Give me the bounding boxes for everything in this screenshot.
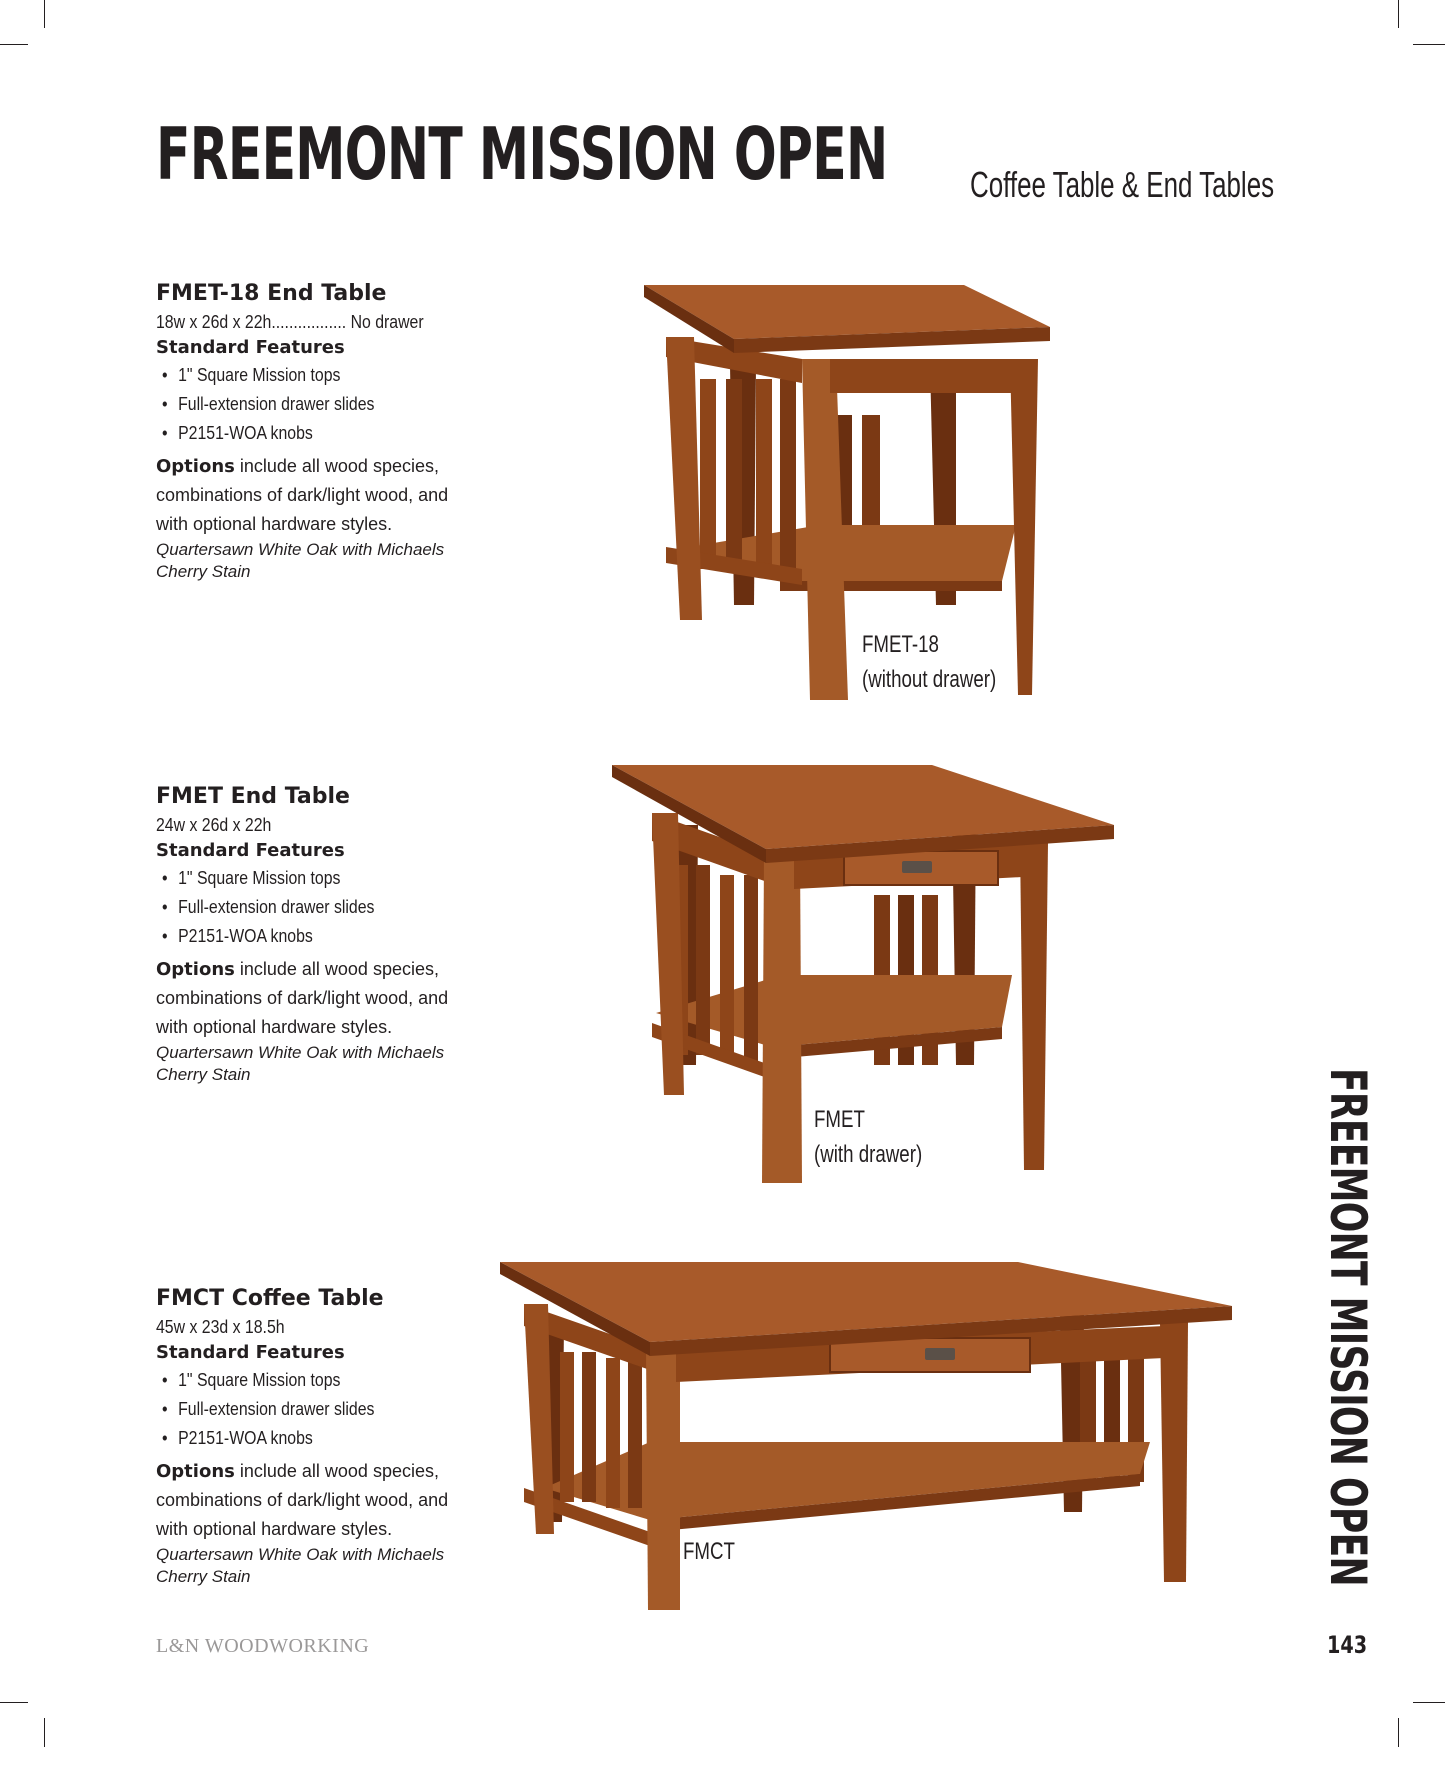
finish-note: Quartersawn White Oak with Michaels Cherry Stain [156,1043,445,1084]
crop-mark [1413,1702,1445,1703]
features-heading: Standard Features [156,337,345,358]
product-dimensions: 18w x 26d x 22h................. No drawer [156,312,424,332]
crop-mark [1398,0,1399,28]
footer-brand: L&N WOODWORKING [156,1635,370,1657]
feature-item: • P2151-WOA knobs [162,419,421,448]
photo-caption [814,1102,922,1172]
photo-caption [862,627,996,697]
feature-list [156,864,456,951]
caption-model: FMET-18 [862,631,939,658]
feature-item: • P2151-WOA knobs [162,922,421,951]
product-dimensions: 24w x 26d x 22h [156,815,272,835]
page-number: 143 [1327,1631,1368,1659]
caption-model: FMET [814,1106,865,1133]
feature-item: • Full-extension drawer slides [162,893,421,922]
options-text [156,452,456,539]
caption-variant: (without drawer) [862,666,997,693]
crop-mark [1413,44,1445,45]
crop-mark [0,1702,28,1703]
feature-item: • Full-extension drawer slides [162,1395,421,1424]
feature-list [156,361,456,448]
page-subtitle: Coffee Table & End Tables [970,164,1275,205]
crop-mark [0,44,28,45]
options-label: Options [156,959,235,980]
features-heading: Standard Features [156,1342,345,1363]
product-fmet [156,782,456,1086]
photo-caption [683,1534,735,1569]
fmet-18-end-table-photo [630,285,1090,715]
crop-mark [44,0,45,28]
product-name: FMET End Table [156,784,350,809]
product-fmct [156,1284,456,1588]
page-title: FREEMONT MISSION OPEN [156,112,888,196]
product-name: FMCT Coffee Table [156,1286,384,1311]
caption-model: FMCT [683,1538,735,1565]
options-body: include all wood species, combinations of dark/light wood, and with optional hardware styles. [156,1461,449,1539]
finish-note: Quartersawn White Oak with Michaels Cherry Stain [156,540,445,581]
options-text [156,1457,456,1544]
features-heading: Standard Features [156,840,345,861]
caption-variant: (with drawer) [814,1141,923,1168]
finish-note: Quartersawn White Oak with Michaels Cherry Stain [156,1545,445,1586]
feature-item: • P2151-WOA knobs [162,1424,421,1453]
side-title-text: FREEMONT MISSION OPEN [1319,1068,1377,1586]
feature-item: • 1" Square Mission tops [162,361,421,390]
feature-item: • 1" Square Mission tops [162,1366,421,1395]
side-title [1318,1068,1378,1608]
options-label: Options [156,1461,235,1482]
fmct-coffee-table-photo [500,1262,1235,1622]
options-body: include all wood species, combinations of dark/light wood, and with optional hardware styles. [156,456,449,534]
page-header [156,112,1275,205]
feature-item: • Full-extension drawer slides [162,390,421,419]
options-body: include all wood species, combinations of dark/light wood, and with optional hardware styles. [156,959,449,1037]
feature-item: • 1" Square Mission tops [162,864,421,893]
product-fmet-18 [156,279,456,583]
options-label: Options [156,456,235,477]
crop-mark [44,1718,45,1747]
options-text [156,955,456,1042]
feature-list [156,1366,456,1453]
product-name: FMET-18 End Table [156,281,387,306]
product-dimensions: 45w x 23d x 18.5h [156,1317,285,1337]
crop-mark [1398,1718,1399,1747]
